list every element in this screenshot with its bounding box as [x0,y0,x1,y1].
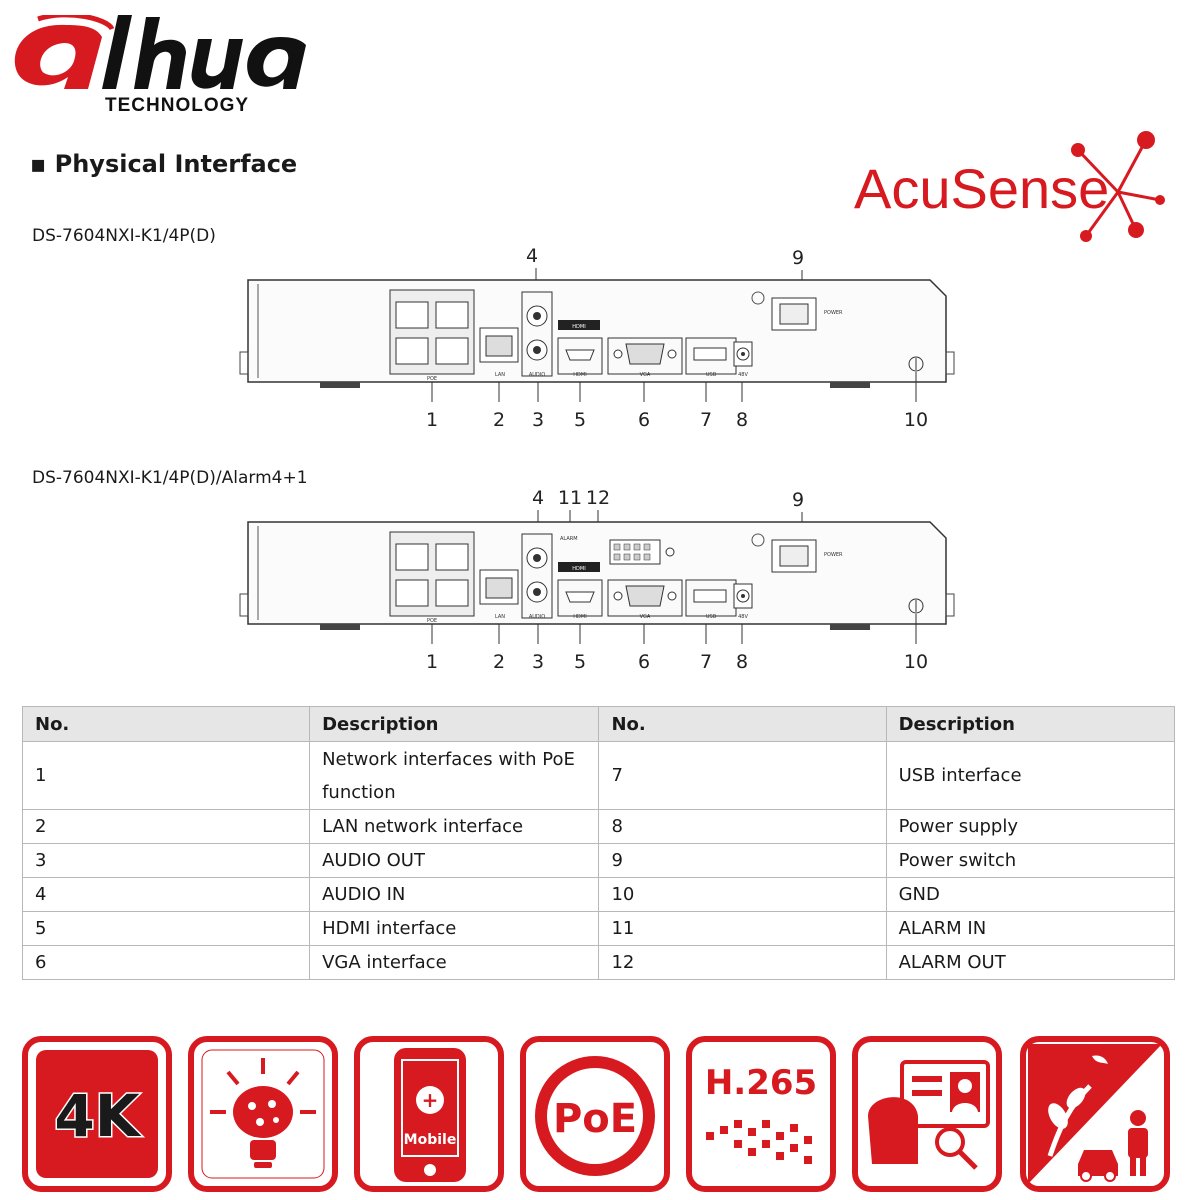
cell-no: 3 [23,844,310,878]
cell-no: 12 [599,946,886,980]
header-description-1: Description [310,707,599,742]
acusense-text: AcuSense [854,157,1110,220]
table-row [23,844,1175,878]
table-header-row [23,707,1175,742]
callout-7: 7 [699,409,713,431]
alarm-port-label: ALARM [560,536,578,542]
table-row [23,810,1175,844]
callout-10: 10 [903,409,929,431]
callout-5: 5 [573,409,587,431]
device-rear-panel-1 [230,240,970,440]
poe-label: PoE [552,1096,638,1142]
poe-icon [520,1036,670,1192]
callout-1: 1 [425,651,439,673]
cell-description: AUDIO IN [310,878,599,912]
heading-bullet: ▪ [30,150,47,178]
callout-4: 4 [525,245,539,267]
dahua-logo-icon [8,15,368,97]
cell-no: 8 [599,810,886,844]
callout-3: 3 [531,409,545,431]
power-switch-label: POWER [824,310,843,316]
usb-port-label: USB [705,372,717,378]
poe-port-label: POE [426,376,438,382]
power-input-label: 48V [738,372,748,378]
table-row [23,912,1175,946]
callout-1: 1 [425,409,439,431]
callout-9: 9 [791,247,805,269]
header-description-2: Description [886,707,1174,742]
h265-icon [686,1036,836,1192]
header-no-1: No. [23,707,310,742]
4k-icon [22,1036,172,1192]
mobile-icon [354,1036,504,1192]
callout-2: 2 [492,409,506,431]
cell-description: Network interfaces with PoE function [310,742,599,810]
cell-no: 10 [599,878,886,912]
header-no-2: No. [599,707,886,742]
callout-11: 11 [557,487,583,509]
target-classification-icon [1020,1036,1170,1192]
callout-6: 6 [637,651,651,673]
cell-no: 2 [23,810,310,844]
poe-port-label: POE [426,618,438,624]
ai-brain-icon [188,1036,338,1192]
table-row [23,742,1175,810]
callout-5: 5 [573,651,587,673]
cell-description: Power supply [886,810,1174,844]
cell-description: HDMI interface [310,912,599,946]
callout-8: 8 [735,651,749,673]
molecule-icon [850,120,1170,250]
h265-label: H.265 [704,1063,818,1103]
callout-9: 9 [791,489,805,511]
cell-description: VGA interface [310,946,599,980]
cell-description: ALARM IN [886,912,1174,946]
cell-no: 11 [599,912,886,946]
page-title [30,150,297,178]
callout-3: 3 [531,651,545,673]
usb-port-label: USB [705,614,717,620]
cell-description: Power switch [886,844,1174,878]
heading-title: Physical Interface [54,150,298,178]
hdmi-logo-label: HDMI [572,324,586,330]
cell-description: USB interface [886,742,1174,810]
cell-description: AUDIO OUT [310,844,599,878]
hdmi-port-label: HDMI [573,614,587,620]
model-name-1: DS-7604NXI-K1/4P(D) [32,226,216,246]
vga-port-label: VGA [639,372,651,378]
device-rear-panel-2 [230,482,970,682]
cell-description: ALARM OUT [886,946,1174,980]
brand-tagline: TECHNOLOGY [105,95,250,116]
cell-no: 7 [599,742,886,810]
cell-no: 9 [599,844,886,878]
vga-port-label: VGA [639,614,651,620]
lan-port-label: LAN [494,372,506,378]
hdmi-logo-label: HDMI [572,566,586,572]
cell-no: 4 [23,878,310,912]
cell-no: 5 [23,912,310,946]
mobile-label: Mobile [403,1132,457,1148]
cell-no: 6 [23,946,310,980]
cell-description: GND [886,878,1174,912]
cell-description: LAN network interface [310,810,599,844]
hdmi-port-label: HDMI [573,372,587,378]
audio-port-label: AUDIO [528,372,546,378]
callout-2: 2 [492,651,506,673]
callout-8: 8 [735,409,749,431]
svg-text:+: + [421,1088,439,1112]
audio-port-label: AUDIO [528,614,546,620]
table-row [23,946,1175,980]
brand-logo [8,15,368,123]
callout-7: 7 [699,651,713,673]
interface-table [22,706,1175,980]
model-name-2: DS-7604NXI-K1/4P(D)/Alarm4+1 [32,468,308,488]
table-row [23,878,1175,912]
power-switch-label: POWER [824,552,843,558]
face-recognition-icon [852,1036,1002,1192]
power-input-label: 48V [738,614,748,620]
acusense-badge [850,120,1170,250]
cell-no: 1 [23,742,310,810]
callout-12: 12 [585,487,611,509]
callout-6: 6 [637,409,651,431]
callout-4: 4 [531,487,545,509]
callout-10: 10 [903,651,929,673]
4k-label: 4K [54,1082,140,1150]
lan-port-label: LAN [494,614,506,620]
